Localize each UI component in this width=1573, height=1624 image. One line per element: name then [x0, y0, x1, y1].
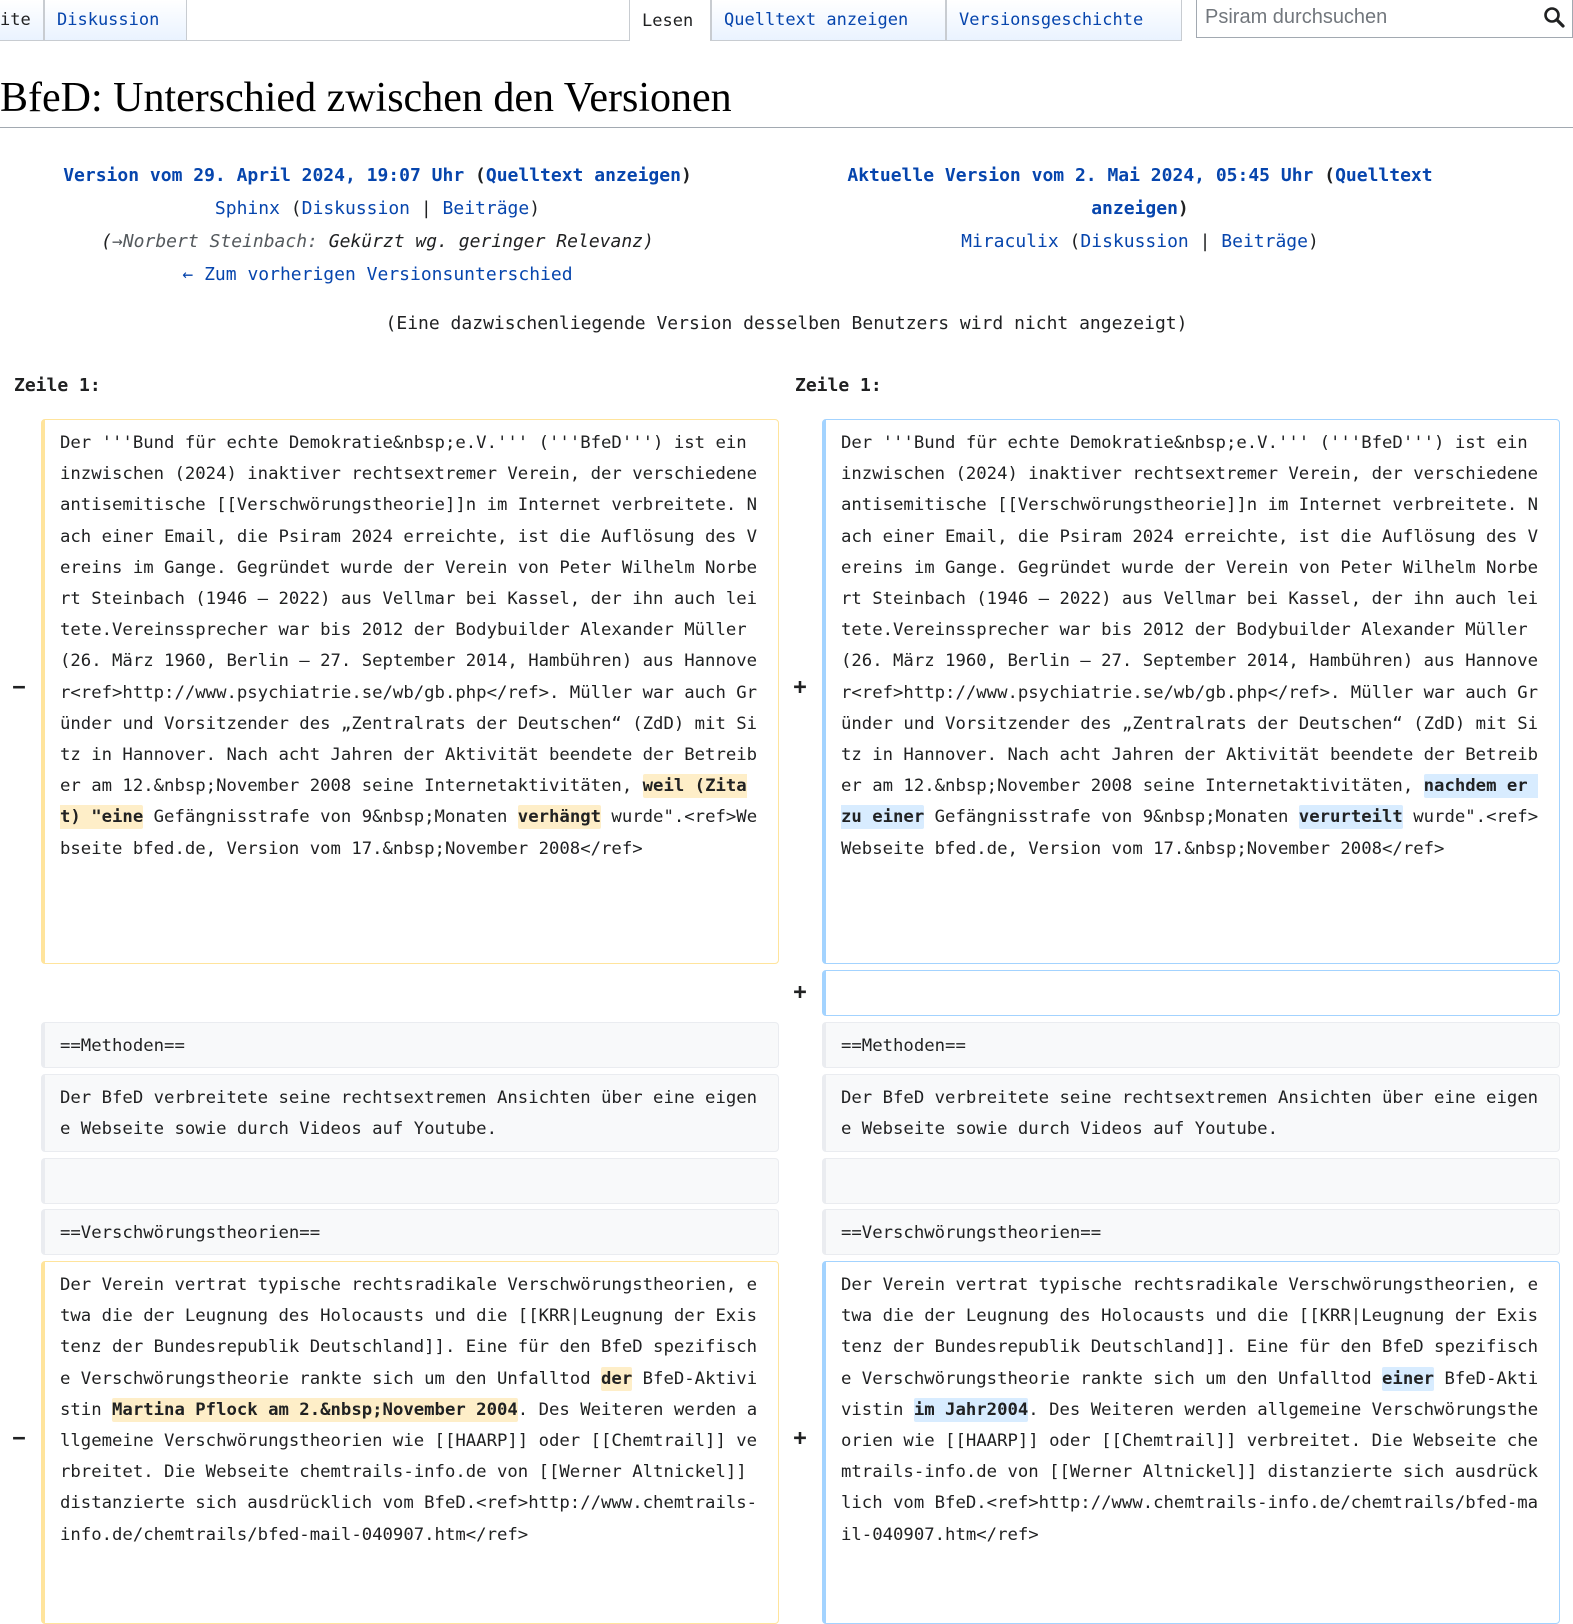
deleted-line-paragraph-1: Der '''Bund für echte Demokratie&nbsp;e.V.''' ('''BfeD''') ist ein inzwischen (2024) inaktiver rechtsextremer Verein, der verschiedene antisemitische [[Verschwörungstheorie]]n im Internet verbreitete. Nach einer Email, die Psiram 2024 erreichte, ist die Auflösung des Vereins im Gange. Gegründet wurde der Verein von Peter Wilhelm Norbert Steinbach (1946 – 2022) aus Vellmar bei Kassel, der ihn auch leitete.Vereinssprecher war bis 2012 der Bodybuilder Alexander Müller (26. März 1960, Berlin – 27. September 2014, Hambühren) aus Hannover<ref>http://www.psychiatrie.se/wb/gb.php</ref>. Müller war auch Gründer und Vorsitzender des „Zentralrats der Deutschen“ (ZdD) mit Sitz in Hannover. Nach acht Jahren der Aktivität beendete der Betreiber am 12.&nbsp;November 2008 seine Internetaktivitäten, weil (Zitat) "eine Gefängnisstrafe von 9&nbsp;Monaten verhängt wurde".<ref>Webseite bfed.de, Version vom 17.&nbsp;November 2008</ref>	[41, 419, 779, 964]
new-user-link[interactable]: Miraculix	[961, 231, 1059, 252]
tab-page[interactable]: ite	[0, 0, 44, 41]
new-user-contribs-link[interactable]: Beiträge	[1221, 231, 1308, 252]
new-revision-header: Aktuelle Version vom 2. Mai 2024, 05:45 Uhr (Quelltext anzeigen) Miraculix (Diskussion | Beiträge)	[847, 165, 1433, 252]
context-line-vt-heading-right: ==Verschwörungstheorien==	[822, 1209, 1560, 1255]
deleted-word: verhängt	[517, 807, 602, 828]
added-empty-line	[822, 970, 1560, 1016]
tab-discussion[interactable]: Diskussion	[44, 0, 187, 41]
context-line-empty-right	[822, 1158, 1560, 1204]
search-icon[interactable]	[1542, 5, 1566, 29]
line-number-right: Zeile 1:	[795, 375, 882, 396]
context-line-methoden-text-left: Der BfeD verbreitete seine rechtsextremen Ansichten über eine eigene Webseite sowie durch Videos auf Youtube.	[41, 1074, 779, 1152]
added-line-marker: +	[793, 1426, 807, 1451]
view-tabs	[629, 0, 1182, 41]
search-box	[1196, 0, 1573, 38]
intermediate-revisions-note: (Eine dazwischenliegende Version desselben Benutzers wird nicht angezeigt)	[385, 313, 1188, 334]
title-divider	[0, 127, 1573, 128]
tab-history[interactable]: Versionsgeschichte	[946, 0, 1182, 41]
old-user-talk-link[interactable]: Diskussion	[301, 198, 411, 219]
context-line-methoden-heading-right: ==Methoden==	[822, 1022, 1560, 1068]
deleted-line-marker: −	[12, 1426, 26, 1451]
deleted-line-paragraph-2: Der Verein vertrat typische rechtsradikale Verschwörungstheorien, etwa die der Leugnung des Holocausts und die [[KRR|Leugnung der Existenz der Bundesrepublik Deutschland]]. Eine für den BfeD spezifische Verschwörungstheorie rankte sich um den Unfalltod der BfeD-Aktivistin Martina Pflock am 2.&nbsp;November 2004. Des Weiteren werden allgemeine Verschwörungstheorien wie [[HAARP]] oder [[Chemtrail]] verbreitet. Die Webseite chemtrails-info.de von [[Werner Altnickel]] distanzierte sich ausdrücklich vom BfeD.<ref>http://www.chemtrails-info.de/chemtrails/bfed-mail-040907.htm</ref>	[41, 1261, 779, 1624]
deleted-word: der	[601, 1368, 633, 1389]
added-line-marker: +	[793, 980, 807, 1005]
new-version-link[interactable]: Aktuelle Version vom 2. Mai 2024, 05:45 Uhr	[847, 165, 1314, 186]
old-version-link[interactable]: Version vom 29. April 2024, 19:07 Uhr	[63, 165, 465, 186]
search-input[interactable]	[1205, 4, 1525, 30]
new-view-source-link[interactable]: Quelltext	[1335, 165, 1433, 186]
added-line-paragraph-2: Der Verein vertrat typische rechtsradikale Verschwörungstheorien, etwa die der Leugnung des Holocausts und die [[KRR|Leugnung der Existenz der Bundesrepublik Deutschland]]. Eine für den BfeD spezifische Verschwörungstheorie rankte sich um den Unfalltod einer BfeD-Aktivistin im Jahr2004. Des Weiteren werden allgemeine Verschwörungstheorien wie [[HAARP]] oder [[Chemtrail]] verbreitet. Die Webseite chemtrails-info.de von [[Werner Altnickel]] distanzierte sich ausdrücklich vom BfeD.<ref>http://www.chemtrails-info.de/chemtrails/bfed-mail-040907.htm</ref>	[822, 1261, 1560, 1624]
new-user-talk-link[interactable]: Diskussion	[1080, 231, 1189, 252]
tabs-divider	[186, 40, 629, 41]
added-word: im Jahr2004	[913, 1399, 1029, 1420]
context-line-methoden-text-right: Der BfeD verbreitete seine rechtsextremen Ansichten über eine eigene Webseite sowie durch Videos auf Youtube.	[822, 1074, 1560, 1152]
line-number-left: Zeile 1:	[14, 375, 101, 396]
deleted-line-marker: −	[12, 675, 26, 700]
added-word: verurteilt	[1298, 807, 1403, 828]
namespace-tabs	[0, 0, 187, 41]
added-line-paragraph-1: Der '''Bund für echte Demokratie&nbsp;e.V.''' ('''BfeD''') ist ein inzwischen (2024) inaktiver rechtsextremer Verein, der verschiedene antisemitische [[Verschwörungstheorie]]n im Internet verbreitete. Nach einer Email, die Psiram 2024 erreichte, ist die Auflösung des Vereins im Gange. Gegründet wurde der Verein von Peter Wilhelm Norbert Steinbach (1946 – 2022) aus Vellmar bei Kassel, der ihn auch leitete.Vereinssprecher war bis 2012 der Bodybuilder Alexander Müller (26. März 1960, Berlin – 27. September 2014, Hambühren) aus Hannover<ref>http://www.psychiatrie.se/wb/gb.php</ref>. Müller war auch Gründer und Vorsitzender des „Zentralrats der Deutschen“ (ZdD) mit Sitz in Hannover. Nach acht Jahren der Aktivität beendete der Betreiber am 12.&nbsp;November 2008 seine Internetaktivitäten, nachdem er zu einer Gefängnisstrafe von 9&nbsp;Monaten verurteilt wurde".<ref>Webseite bfed.de, Version vom 17.&nbsp;November 2008</ref>	[822, 419, 1560, 964]
new-view-source-link-cont[interactable]: anzeigen	[1091, 198, 1178, 219]
deleted-word: Martina Pflock am 2.&nbsp;November 2004	[112, 1399, 518, 1420]
previous-diff-link[interactable]: ← Zum vorherigen Versionsunterschied	[182, 264, 573, 285]
page-title: BfeD: Unterschied zwischen den Versionen	[0, 75, 732, 121]
summary-section-link[interactable]: →Norbert Steinbach:	[111, 231, 318, 252]
added-word: einer	[1382, 1368, 1435, 1389]
top-navigation	[0, 0, 1573, 42]
deleted-word: weil (Zitat) "eine	[60, 776, 747, 828]
added-word: nachdem er zu einer	[841, 776, 1539, 828]
added-line-marker: +	[793, 675, 807, 700]
tab-view-source[interactable]: Quelltext anzeigen	[711, 0, 946, 41]
edit-summary: (→Norbert Steinbach: Gekürzt wg. geringer Relevanz)	[101, 231, 654, 252]
tab-read[interactable]: Lesen	[629, 0, 711, 41]
old-user-link[interactable]: Sphinx	[214, 198, 280, 219]
context-line-vt-heading-left: ==Verschwörungstheorien==	[41, 1209, 779, 1255]
old-revision-header: Version vom 29. April 2024, 19:07 Uhr (Quelltext anzeigen) Sphinx (Diskussion | Beiträge) (→Norbert Steinbach: Gekürzt wg. geringer Relevanz) ← Zum vorherigen Versionsunterschied	[0, 159, 755, 291]
context-line-empty-left	[41, 1158, 779, 1204]
context-line-methoden-heading-left: ==Methoden==	[41, 1022, 779, 1068]
old-user-contribs-link[interactable]: Beiträge	[442, 198, 530, 219]
old-view-source-link[interactable]: Quelltext anzeigen	[485, 165, 681, 186]
